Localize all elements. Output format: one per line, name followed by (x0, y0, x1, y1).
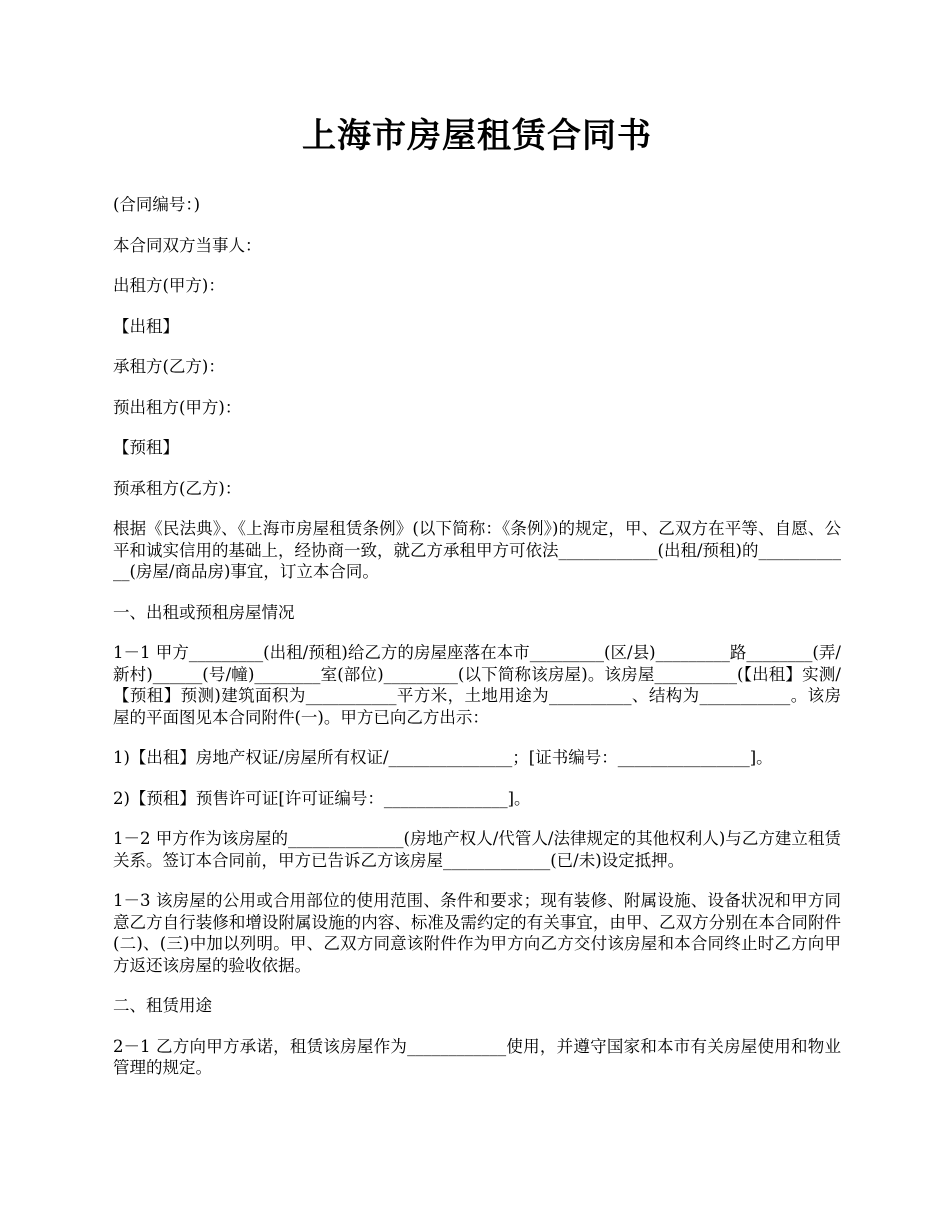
document-page (113, 108, 841, 1098)
lessee-party-b: 承租方(乙方)： (113, 357, 225, 376)
document-title: 上海市房屋租赁合同书 (302, 116, 652, 156)
pre-lessee-party-b: 预承租方(乙方)： (113, 478, 242, 498)
contract-number: (合同编号：) (113, 195, 201, 214)
clause-1-1: 1－1 甲方_________(出租/预租)给乙方的房屋座落在本市_________(区/县)_________路________(弄/新村)______(号/幢)________室(部位)_________(以下简称该房屋)。该房屋__________(【出租】实测/【预租】预测)建筑面积为___________平方米，土地用途为__________、结构为___________。该房屋的平面图见本合同附件(一)。甲方已向乙方出示： (113, 643, 841, 727)
clause-1-1-item-1: 1)【出租】房地产权证/房屋所有权证/_______________；[证书编号：________________]。 (113, 748, 773, 767)
clause-1-1-item-2: 2)【预租】预售许可证[许可证编号：_______________]。 (113, 788, 531, 808)
section-2-heading: 二、租赁用途 (113, 996, 212, 1015)
pre-lease-tag: 【预租】 (113, 438, 179, 457)
parties-heading: 本合同双方当事人： (113, 235, 262, 255)
clause-1-2: 1－2 甲方作为该房屋的______________(房地产权人/代管人/法律规定的其他权利人)与乙方建立租赁关系。签订本合同前，甲方已告诉乙方该房屋_____________(已/未)设定抵押。 (113, 829, 841, 870)
section-1-heading: 一、出租或预租房屋情况 (113, 602, 295, 622)
pre-lessor-party-a: 预出租方(甲方)： (113, 397, 242, 417)
clause-2-1: 2－1 乙方向甲方承诺，租赁该房屋作为____________使用，并遵守国家和本市有关房屋使用和物业管理的规定。 (113, 1036, 841, 1077)
clause-1-3: 1－3 该房屋的公用或合用部位的使用范围、条件和要求；现有装修、附属设施、设备状况和甲方同意乙方自行装修和增设附属设施的内容、标准及需约定的有关事宜，由甲、乙双方分别在本合同附件(二)、(三)中加以列明。甲、乙双方同意该附件作为甲方向乙方交付该房屋和本合同终止时乙方向甲方返还该房屋的验收依据。 (113, 891, 841, 975)
lease-tag: 【出租】 (113, 316, 179, 336)
preamble-paragraph: 根据《民法典》、《上海市房屋租赁条例》(以下简称：《条例》)的规定，甲、乙双方在平等、自愿、公平和诚实信用的基础上，经协商一致，就乙方承租甲方可依法____________(出租/预租)的____________(房屋/商品房)事宜，订立本合同。 (113, 519, 841, 581)
lessor-party-a: 出租方(甲方)： (113, 276, 225, 295)
